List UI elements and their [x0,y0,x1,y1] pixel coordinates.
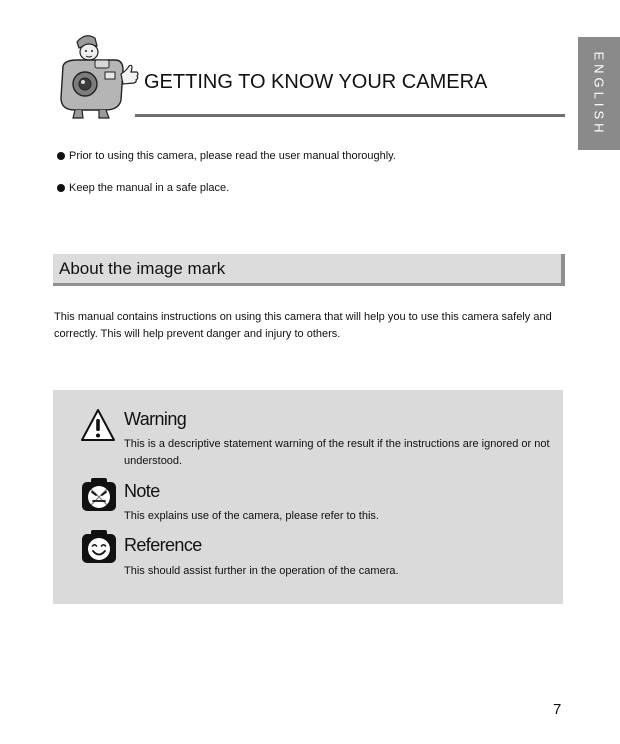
section-heading-bar [53,254,565,286]
reference-description: This should assist further in the operation of the camera. [124,565,399,577]
warning-icon [80,407,116,443]
warning-title: Warning [124,409,187,429]
language-tab [578,37,620,150]
warning-description: This is a descriptive statement warning of the result if the instructions are ignored or not understood. [124,438,550,467]
note-title: Note [124,481,160,501]
note-icon [81,477,117,513]
note-description: This explains use of the camera, please refer to this. [124,510,379,522]
page-title: GETTING TO KNOW YOUR CAMERA [144,71,488,93]
bullet-item [57,182,229,194]
section-intro: This manual contains instructions on using this camera that will help you to use this camera safely and correctly. This will help prevent danger and injury to others. [54,311,552,340]
reference-icon [81,529,117,565]
bullet-text: Keep the manual in a safe place. [69,182,230,194]
section-heading: About the image mark [59,259,226,278]
bullet-dot-icon [57,184,65,192]
language-tab-label: ENGLISH [591,50,607,137]
page-number: 7 [553,701,562,718]
bullet-item [57,150,396,162]
reference-title: Reference [124,535,202,555]
camera-mascot-icon [55,30,141,122]
bullet-dot-icon [57,152,65,160]
title-divider [135,114,565,117]
bullet-text: Prior to using this camera, please read the user manual thoroughly. [69,150,396,162]
